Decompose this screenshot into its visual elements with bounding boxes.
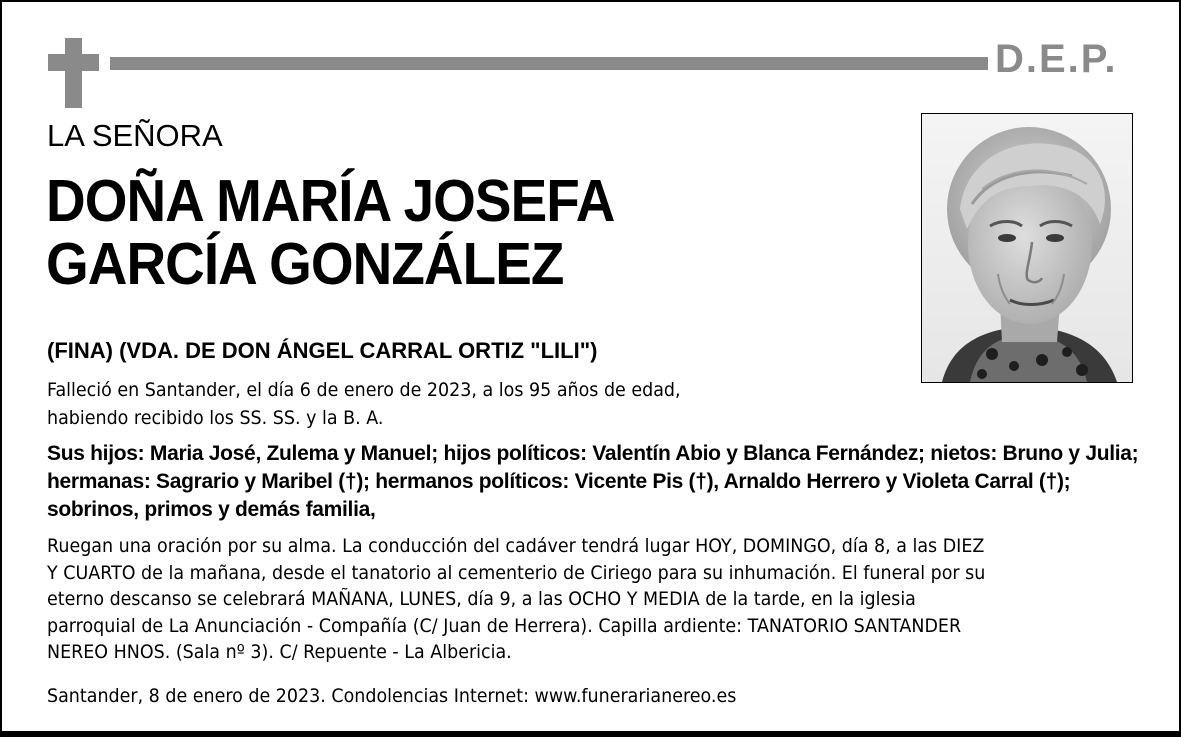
honorific: LA SEÑORA xyxy=(47,118,223,153)
death-line-2: habiendo recibido los SS. SS. y la B. A. xyxy=(47,407,384,429)
death-line-1: Falleció en Santander, el día 6 de enero de 2023, a los 95 años de edad, xyxy=(47,379,681,401)
family-paragraph: Sus hijos: Maria José, Zulema y Manuel; hijos políticos: Valentín Abio y Blanca Fernández; nietos: Bruno y Julia; hermanas: Sagrario y Maribel (†); hermanos políticos: Vicente Pis (†), Arnaldo Herrero y Violeta Carral (†); sobrinos, primos y demás familia, xyxy=(47,442,1139,521)
name-line-1: DOÑA MARÍA JOSEFA xyxy=(46,168,615,234)
deceased-name xyxy=(46,170,615,296)
name-line-2: GARCÍA GONZÁLEZ xyxy=(46,231,564,297)
footer-line: Santander, 8 de enero de 2023. Condolencias Internet: www.funerarianereo.es xyxy=(47,685,737,707)
ceremony-line: eterno descanso se celebrará MAÑANA, LUNES, día 9, a las OCHO Y MEDIA de la tarde, en la iglesia xyxy=(47,588,916,610)
ceremony-line: NEREO HNOS. (Sala nº 3). C/ Repuente - La Albericia. xyxy=(47,641,512,663)
ceremony-paragraph xyxy=(47,533,1137,666)
dep-label: D.E.P. xyxy=(995,37,1118,81)
header-rule xyxy=(110,57,988,70)
ceremony-line: parroquial de La Anunciación - Compañía (C/ Juan de Herrera). Capilla ardiente: TANATORIO SANTANDER xyxy=(47,614,962,637)
ceremony-line: Ruegan una oración por su alma. La conducción del cadáver tendrá lugar HOY, DOMINGO, día 8, a las DIEZ xyxy=(47,535,985,557)
ceremony-line: Y CUARTO de la mañana, desde el tanatorio al cementerio de Ciriego para su inhumación. El funeral por su xyxy=(47,561,986,584)
death-details xyxy=(47,376,681,432)
portrait-photo xyxy=(921,113,1133,383)
alias-line: (FINA) (VDA. DE DON ÁNGEL CARRAL ORTIZ "LILI") xyxy=(47,338,598,363)
